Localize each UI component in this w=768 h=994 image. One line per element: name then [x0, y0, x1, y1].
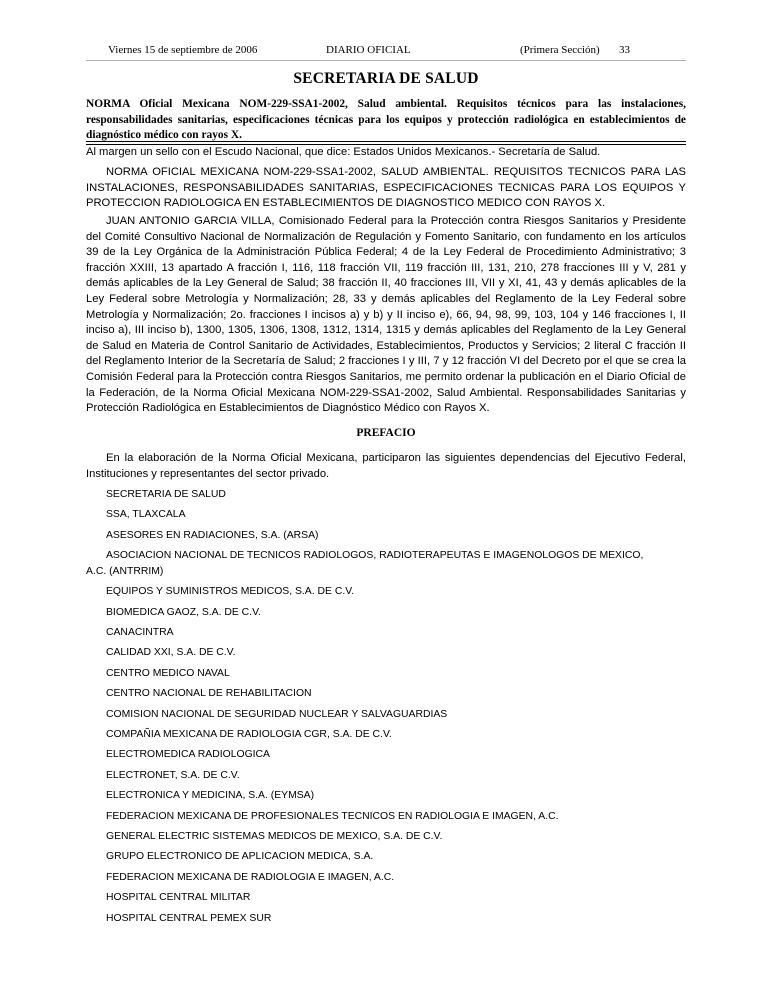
organization-name: BIOMEDICA GAOZ, S.A. DE C.V.: [106, 606, 261, 618]
organization-name: GENERAL ELECTRIC SISTEMAS MEDICOS DE MEXICO, S.A. DE C.V.: [106, 831, 443, 842]
organization-name: HOSPITAL CENTRAL PEMEX SUR: [106, 912, 272, 924]
page-header: [108, 44, 635, 60]
organization-name: COMPAÑIA MEXICANA DE RADIOLOGIA CGR, S.A. DE C.V.: [106, 729, 392, 740]
organization-name: SECRETARIA DE SALUD: [106, 489, 226, 500]
organization-name: CALIDAD XXI, S.A. DE C.V.: [106, 647, 236, 659]
header-publication: DIARIO OFICIAL: [326, 44, 411, 56]
organization-item: [86, 788, 686, 804]
prefacio-heading: PREFACIO: [356, 427, 416, 439]
organization-item: [86, 528, 686, 544]
organization-name: CENTRO NACIONAL DE REHABILITACION: [106, 688, 312, 700]
organization-item: [86, 487, 686, 503]
organization-item: [86, 768, 686, 784]
header-section: (Primera Sección): [520, 44, 600, 56]
organization-name: FEDERACION MEXICANA DE RADIOLOGIA E IMAGEN, A.C.: [106, 871, 395, 883]
organization-item: [86, 870, 686, 886]
organization-item: [86, 645, 686, 661]
preamble-paragraph: JUAN ANTONIO GARCIA VILLA, Comisionado Federal para la Protección contra Riesgos Sanitarios y Presidente del Comité Consultivo Nacional de Normalización de Regulación y Fomento Sanitario, con fundamento en los artículos 39 de la Ley Orgánica de la Administración Pública Federal; 4 de la Ley Federal de Procedimiento Administrativo; 3 fracción XXIII, 13 apartado A fracción I, 116, 118 fracción VII, 119 fracción III, 131, 210, 278 fracciones III y V, 281 y demás aplicables de la Ley General de Salud; 38 fracción II, 40 fracciones III, VII y XI, 41, 43 y demás aplicables de la Ley Federal sobre Metrología y Normalización; 28, 33 y demás aplicables del Reglamento de la Ley Federal sobre Metrología y Normalización; 2o. fracciones I incisos a) y b) y II inciso e), 66, 94, 98, 99, 103, 104 y 146 fracciones I, II inciso a), III inciso b), 1300, 1305, 1306, 1308, 1312, 1314, 1315 y demás aplicables del Reglamento de la Ley General de Salud en Materia de Control Sanitario de Actividades, Establecimientos, Productos y Servicios; 2 literal C fracción II del Reglamento Interior de la Secretaría de Salud; 2 fracciones I y III, 7 y 12 fracción VI del Decreto por el que se crea la Comisión Federal para la Protección contra Riesgos Sanitarios, me permito ordenar la publicación en el Diario Oficial de la Federación, de la Norma Oficial Mexicana NOM-229-SSA1-2002, Salud Ambiental. Responsabilidades Sanitarias y Protección Radiológica en Establecimientos de Diagnóstico Médico con Rayos X.: [86, 215, 686, 415]
organization-item: [86, 727, 686, 743]
organization-name-continued: A.C. (ANTRRIM): [86, 565, 164, 577]
ministry-heading: SECRETARIA DE SALUD: [293, 70, 479, 87]
organization-name: ELECTRONET, S.A. DE C.V.: [106, 769, 240, 781]
header-divider: [86, 60, 686, 61]
organization-name: GRUPO ELECTRONICO DE APLICACION MEDICA, S.A.: [106, 851, 374, 863]
organization-item: [86, 507, 686, 523]
margin-note: Al margen un sello con el Escudo Nacional, que dice: Estados Unidos Mexicanos.- Secretaría de Salud.: [86, 146, 601, 158]
organization-item: [86, 747, 686, 763]
organization-item: [86, 686, 686, 702]
organization-name: CENTRO MEDICO NAVAL: [106, 667, 230, 679]
organization-name: COMISION NACIONAL DE SEGURIDAD NUCLEAR Y SALVAGUARDIAS: [106, 708, 448, 720]
organization-name: ELECTROMEDICA RADIOLOGICA: [106, 749, 270, 761]
prefacio-intro: En la elaboración de la Norma Oficial Mexicana, participaron las siguientes dependencias del Ejecutivo Federal, Instituciones y representantes del sector privado.: [86, 452, 686, 480]
organization-name: ASOCIACION NACIONAL DE TECNICOS RADIOLOGOS, RADIOTERAPEUTAS E IMAGENOLOGOS DE MEXICO,: [106, 550, 644, 562]
organization-name: EQUIPOS Y SUMINISTROS MEDICOS, S.A. DE C.V.: [106, 586, 355, 598]
organization-item: [86, 829, 686, 845]
organization-item: [86, 890, 686, 906]
title-divider-thick: [86, 141, 686, 142]
header-date: Viernes 15 de septiembre de 2006: [108, 44, 258, 56]
organization-item: [86, 605, 686, 621]
norm-caps-title: NORMA OFICIAL MEXICANA NOM-229-SSA1-2002, SALUD AMBIENTAL. REQUISITOS TECNICOS PARA LAS INSTALACIONES, RESPONSABILIDADES SANITARIAS, ESPECIFICACIONES TECNICAS PARA LOS EQUIPOS Y PROTECCION RADIOLOGICA EN ESTABLECIMIENTOS DE DIAGNOSTICO MEDICO CON RAYOS X.: [86, 166, 686, 210]
organization-item: [86, 911, 686, 927]
organization-item: [86, 707, 686, 723]
organization-item: [86, 849, 686, 865]
organization-name: FEDERACION MEXICANA DE PROFESIONALES TECNICOS EN RADIOLOGIA E IMAGEN, A.C.: [106, 810, 559, 822]
organization-item: [86, 809, 686, 825]
organization-item: [86, 666, 686, 682]
norm-title: NORMA Oficial Mexicana NOM-229-SSA1-2002, Salud ambiental. Requisitos técnicos para las instalaciones, responsabilidades sanitarias, especificaciones técnicas para los equipos y protección radiológica en establecimientos de diagnóstico médico con rayos X.: [86, 98, 686, 141]
header-page-number: 33: [619, 44, 630, 56]
organization-item: [86, 584, 686, 600]
organization-name: ASESORES EN RADIACIONES, S.A. (ARSA): [106, 529, 319, 541]
organization-item: [86, 548, 686, 579]
organization-name: SSA, TLAXCALA: [106, 509, 186, 521]
organization-item: [86, 625, 686, 641]
organization-name: ELECTRONICA Y MEDICINA, S.A. (EYMSA): [106, 790, 315, 802]
organization-name: HOSPITAL CENTRAL MILITAR: [106, 892, 251, 904]
organization-name: CANACINTRA: [106, 627, 174, 638]
